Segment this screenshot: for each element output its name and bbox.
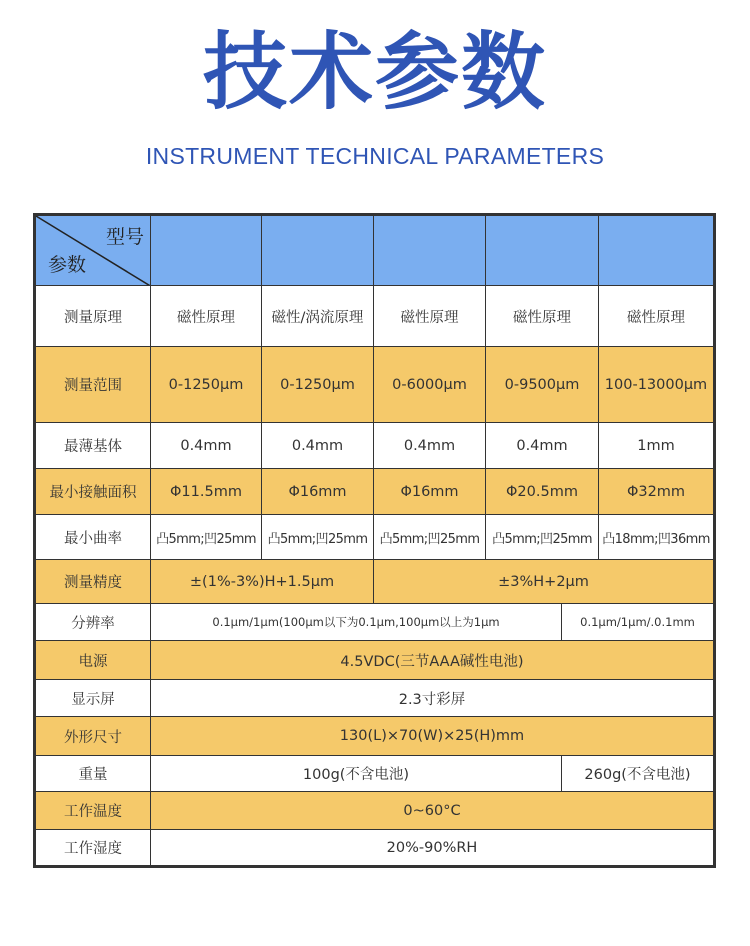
model-cell xyxy=(151,215,262,286)
table-row xyxy=(35,347,715,423)
table-row xyxy=(35,469,715,515)
table-row xyxy=(35,680,715,717)
row-label: 测量范围 xyxy=(35,347,151,423)
param-label: 参数 xyxy=(48,254,87,276)
model-label: 型号 xyxy=(105,226,144,248)
row-label: 最小曲率 xyxy=(35,515,151,560)
cell: 100-13000μm xyxy=(599,347,715,423)
row-label: 分辨率 xyxy=(35,604,151,641)
cell: 磁性原理 xyxy=(151,286,262,347)
cell: 100g(不含电池) xyxy=(151,756,562,792)
cell: 0-1250μm xyxy=(151,347,262,423)
row-label: 测量原理 xyxy=(35,286,151,347)
row-label: 电源 xyxy=(35,641,151,680)
cell: ±(1%-3%)H+1.5μm xyxy=(151,560,374,604)
cell: 磁性原理 xyxy=(486,286,599,347)
cell: 0.4mm xyxy=(374,423,486,469)
cell: 0-9500μm xyxy=(486,347,599,423)
model-cell xyxy=(262,215,374,286)
table-row xyxy=(35,604,715,641)
cell: 凸5mm;凹25mm xyxy=(151,515,262,560)
cell: 0.4mm xyxy=(262,423,374,469)
table-row xyxy=(35,792,715,830)
cell: 0-1250μm xyxy=(262,347,374,423)
cell: Φ16mm xyxy=(374,469,486,515)
table-header-row xyxy=(35,215,715,286)
cell: 0.1μm/1μm/.0.1mm xyxy=(562,604,715,641)
page-subtitle: INSTRUMENT TECHNICAL PARAMETERS xyxy=(145,143,605,169)
model-cell xyxy=(599,215,715,286)
cell: 0.4mm xyxy=(151,423,262,469)
cell: Φ16mm xyxy=(262,469,374,515)
row-label: 测量精度 xyxy=(35,560,151,604)
table-row xyxy=(35,830,715,867)
table-row xyxy=(35,560,715,604)
page-title: 技术参数 xyxy=(202,23,547,121)
table-row xyxy=(35,423,715,469)
row-label: 工作温度 xyxy=(35,792,151,830)
cell: ±3%H+2μm xyxy=(374,560,715,604)
table-row xyxy=(35,641,715,680)
cell: 凸5mm;凹25mm xyxy=(486,515,599,560)
table-row xyxy=(35,286,715,347)
cell: 磁性/涡流原理 xyxy=(262,286,374,347)
corner-cell xyxy=(35,215,151,286)
table-row xyxy=(35,717,715,756)
spec-table xyxy=(33,213,716,868)
cell: 凸5mm;凹25mm xyxy=(262,515,374,560)
cell: 磁性原理 xyxy=(599,286,715,347)
row-label: 重量 xyxy=(35,756,151,792)
row-label: 工作湿度 xyxy=(35,830,151,867)
cell: 260g(不含电池) xyxy=(562,756,715,792)
cell: Φ32mm xyxy=(599,469,715,515)
row-label: 显示屏 xyxy=(35,680,151,717)
cell: 4.5VDC(三节AAA碱性电池) xyxy=(151,641,715,680)
cell: 0-6000μm xyxy=(374,347,486,423)
row-label: 最小接触面积 xyxy=(35,469,151,515)
cell: 0~60°C xyxy=(151,792,715,830)
cell: 1mm xyxy=(599,423,715,469)
cell: 0.4mm xyxy=(486,423,599,469)
model-cell xyxy=(374,215,486,286)
row-label: 外形尺寸 xyxy=(35,717,151,756)
row-label: 最薄基体 xyxy=(35,423,151,469)
cell: 凸5mm;凹25mm xyxy=(374,515,486,560)
cell: 凸18mm;凹36mm xyxy=(599,515,715,560)
model-cell xyxy=(486,215,599,286)
table-row xyxy=(35,756,715,792)
cell: 130(L)×70(W)×25(H)mm xyxy=(151,717,715,756)
cell: 磁性原理 xyxy=(374,286,486,347)
cell: Φ11.5mm xyxy=(151,469,262,515)
table-row xyxy=(35,515,715,560)
cell: Φ20.5mm xyxy=(486,469,599,515)
cell: 20%-90%RH xyxy=(151,830,715,867)
cell: 2.3寸彩屏 xyxy=(151,680,715,717)
cell: 0.1μm/1μm(100μm以下为0.1μm,100μm以上为1μm xyxy=(151,604,562,641)
